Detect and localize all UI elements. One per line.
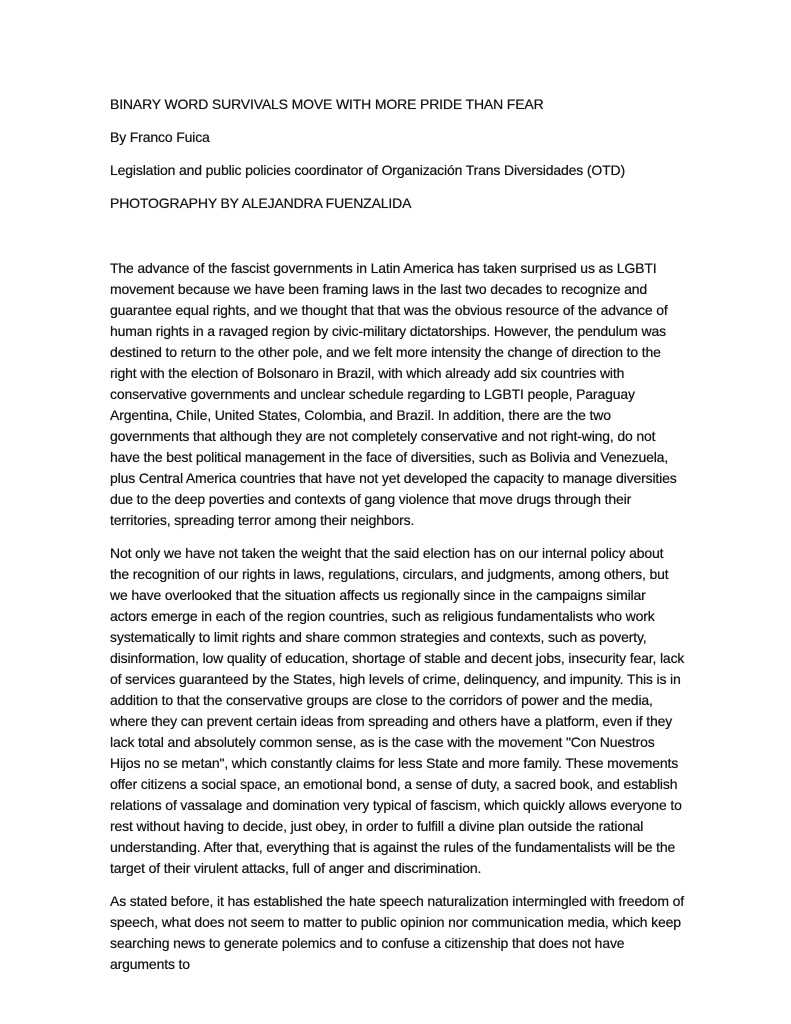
body-paragraph-1: The advance of the fascist governments in Latin America has taken surprised us as LGBTI movement because we have been framing laws in the last two decades to recognize and guarantee equal rights, and we thought that that was the obvious resource of the advance of human rights in a ravaged region by civic-military dictatorships. However, the pendulum was destined to return to the other pole, and we felt more intensity the change of direction to the right with the election of Bolsonaro in Brazil, with which already add six countries with conservative governments and unclear schedule regarding to LGBTI people, Paraguay Argentina, Chile, United States, Colombia, and Brazil. In addition, there are the two governments that although they are not completely conservative and not right-wing, do not have the best political management in the face of diversities, such as Bolivia and Venezuela, plus Central America countries that have not yet developed the capacity to manage diversities due to the deep poverties and contexts of gang violence that move drugs through their territories, spreading terror among their neighbors. — [110, 260, 677, 528]
author-role: Legislation and public policies coordinator of Organización Trans Diversidades (OTD) — [110, 162, 625, 178]
document-body — [110, 258, 686, 975]
document-header — [110, 94, 686, 214]
body-paragraph-3: As stated before, it has established the hate speech naturalization intermingled with freedom of speech, what does not seem to matter to public opinion nor communication media, which keep searching news to generate polemics and to confuse a citizenship that does not have arguments to — [110, 893, 684, 972]
photo-credit: PHOTOGRAPHY BY ALEJANDRA FUENZALIDA — [110, 195, 412, 211]
document-byline: By Franco Fuica — [110, 129, 210, 145]
document-title: BINARY WORD SURVIVALS MOVE WITH MORE PRIDE THAN FEAR — [110, 96, 544, 112]
body-paragraph-2: Not only we have not taken the weight that the said election has on our internal policy about the recognition of our rights in laws, regulations, circulars, and judgments, among others, but we have overlooked that the situation affects us regionally since in the campaigns similar actors emerge in each of the region countries, such as religious fundamentalists who work systematically to limit rights and share common strategies and contexts, such as poverty, disinformation, low quality of education, shortage of stable and decent jobs, insecurity fear, lack of services guaranteed by the States, high levels of crime, delinquency, and impunity. This is in addition to that the conservative groups are close to the corridors of power and the media, where they can prevent certain ideas from spreading and others have a platform, even if they lack total and absolutely common sense, as is the case with the movement "Con Nuestros Hijos no se metan", which constantly claims for less State and more family. These movements offer citizens a social space, an emotional bond, a sense of duty, a sacred book, and establish relations of vassalage and domination very typical of fascism, which quickly allows everyone to rest without having to decide, just obey, in order to fulfill a divine plan outside the rational understanding. After that, everything that is against the rules of the fundamentalists will be the target of their virulent attacks, full of anger and discrimination. — [110, 545, 685, 876]
